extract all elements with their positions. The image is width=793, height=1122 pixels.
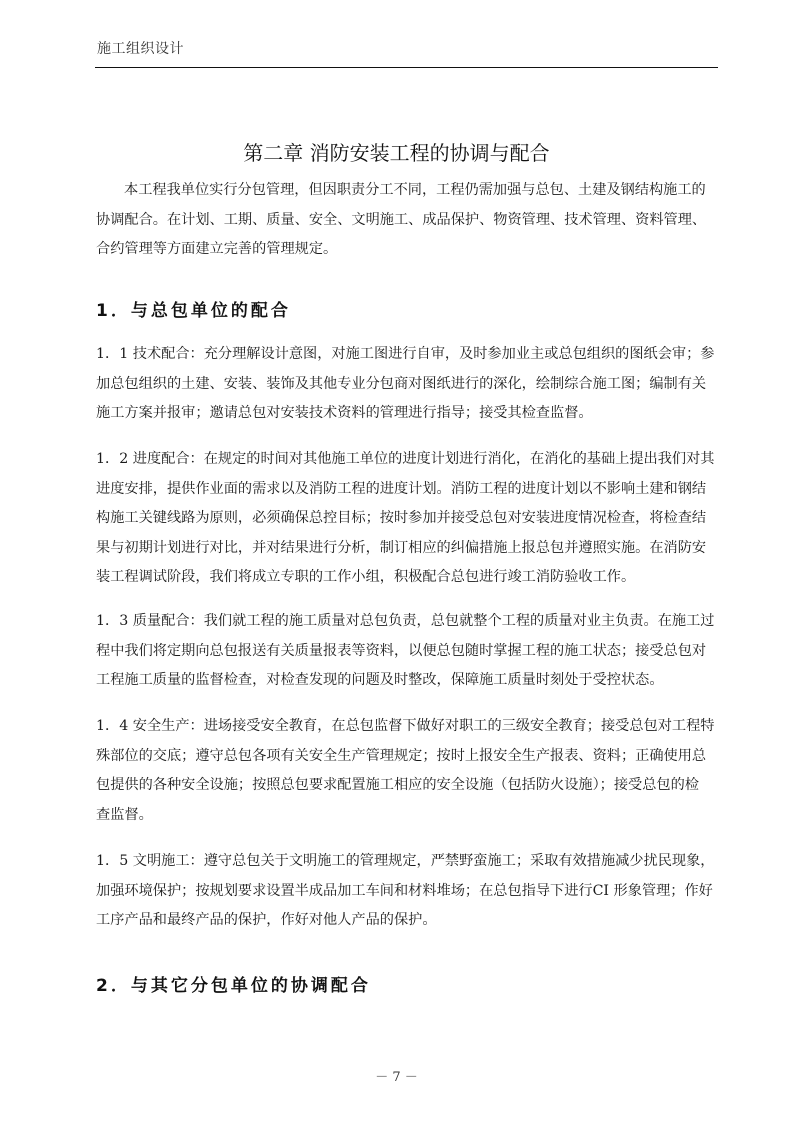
- paragraph-1-2: [96, 445, 722, 593]
- text-line: 1．4 安全生产：进场接受安全教育，在总包监督下做好对职工的三级安全教育；接受总包对工程特: [96, 718, 715, 734]
- text-line: 1．1 技术配合：充分理解设计意图，对施工图进行自审，及时参加业主或总包组织的图纸会审；参: [96, 346, 715, 362]
- text-line: 加强环境保护；按规划要求设置半成品加工车间和材料堆场；在总包指导下进行CI 形象管理；作好: [96, 882, 713, 899]
- text-line: 1．5 文明施工：遵守总包关于文明施工的管理规定，严禁野蛮施工；采取有效措施减少扰民现象，: [96, 853, 715, 869]
- chapter-title: 第二章 消防安装工程的协调与配合: [243, 141, 550, 165]
- text-line: 包提供的各种安全设施；按照总包要求配置施工相应的安全设施（包括防火设施）；接受总包的检: [96, 777, 699, 793]
- text-line: 进度安排，提供作业面的需求以及消防工程的进度计划。消防工程的进度计划以不影响土建和钢结: [96, 480, 707, 497]
- text-line: 本工程我单位实行分包管理，但因职责分工不同，工程仍需加强与总包、土建及钢结构施工的: [124, 182, 706, 198]
- paragraph-1-4: [96, 712, 722, 830]
- text-line: 施工方案并报审；邀请总包对安装技术资料的管理进行指导；接受其检查监督。: [96, 405, 593, 421]
- page-number: － 7 －: [375, 1070, 418, 1085]
- text-line: 加总包组织的土建、安装、装饰及其他专业分包商对图纸进行的深化，绘制综合施工图；编制有关: [96, 375, 707, 392]
- text-line: 果与初期计划进行对比，并对结果进行分析，制订相应的纠偏措施上报总包并遵照实施。在消防安: [96, 539, 707, 556]
- text-line: 装工程调试阶段，我们将成立专职的工作小组，积极配合总包进行竣工消防验收工作。: [96, 569, 636, 585]
- text-line: 合约管理等方面建立完善的管理规定。: [96, 241, 338, 257]
- text-line: 1．3 质量配合：我们就工程的施工质量对总包负责，总包就整个工程的质量对业主负责。在施工过: [96, 613, 715, 629]
- text-line: 构施工关键线路为原则，必须确保总控目标；按时参加并接受总包对安装进度情况检查，将检查结: [96, 510, 707, 526]
- text-line: 协调配合。在计划、工期、质量、安全、文明施工、成品保护、物资管理、技术管理、资料管理、: [96, 211, 707, 228]
- section-heading-2: 2．与其它分包单位的协调配合: [96, 976, 371, 996]
- text-line: 查监督。: [96, 806, 153, 823]
- text-line: 工序产品和最终产品的保护，作好对他人产品的保护。: [96, 912, 437, 928]
- text-line: 程中我们将定期向总包报送有关质量报表等资料，以便总包随时掌握工程的施工状态；接受总包对: [96, 642, 707, 659]
- paragraph-1-5: [96, 847, 722, 936]
- text-line: 殊部位的交底；遵守总包各项有关安全生产管理规定；按时上报安全生产报表、资料；正确使用总: [96, 747, 707, 764]
- text-line: 工程施工质量的监督检查，对检查发现的问题及时整改，保障施工质量时刻处于受控状态。: [96, 672, 664, 688]
- running-header: 施工组织设计: [97, 41, 184, 57]
- paragraph-1-1: [96, 340, 722, 429]
- intro-paragraph: [96, 176, 722, 265]
- paragraph-1-3: [96, 607, 722, 696]
- text-line: 1．2 进度配合：在规定的时间对其他施工单位的进度计划进行消化，在消化的基础上提出我们对其: [96, 451, 715, 467]
- header-divider: [95, 67, 718, 68]
- section-heading-1: 1．与总包单位的配合: [96, 301, 291, 321]
